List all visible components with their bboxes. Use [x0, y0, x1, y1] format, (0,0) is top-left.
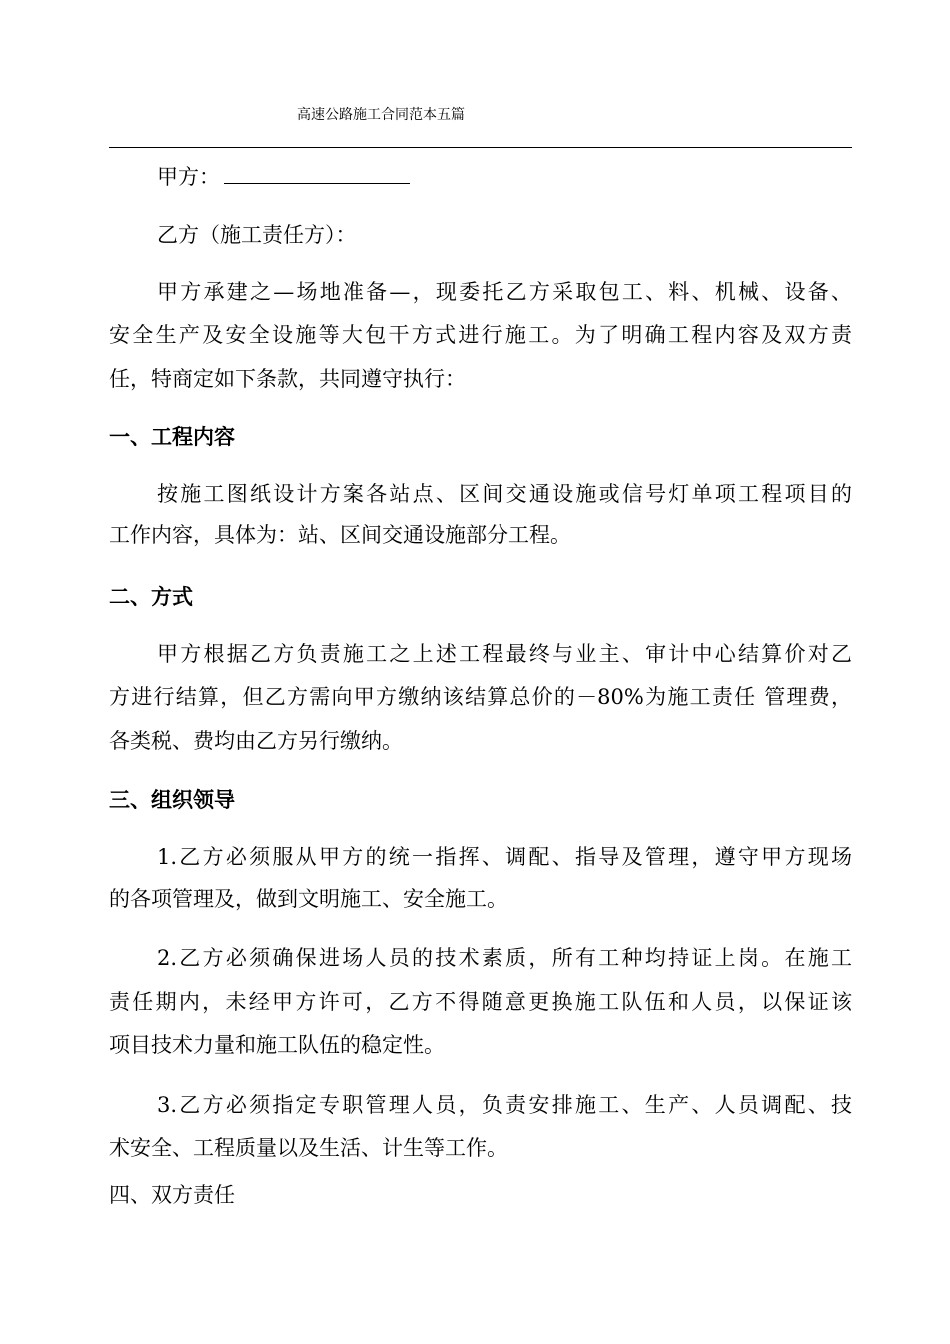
section-3-item-2-line-2: 责任期内，未经甲方许可，乙方不得随意更换施工队伍和人员，以保证该 [109, 990, 852, 1014]
header-divider [109, 147, 852, 148]
section-1-line-2: 工作内容，具体为：站、区间交通设施部分工程。 [109, 523, 571, 547]
section-2-line-3: 各类税、费均由乙方另行缴纳。 [109, 729, 403, 753]
section-4-heading: 四、双方责任 [109, 1183, 235, 1207]
section-2-line-1: 甲方根据乙方负责施工之上述工程最终与业主、审计中心结算价对乙 [157, 642, 852, 666]
section-3-heading: 三、组织领导 [109, 787, 235, 812]
party-b-label: 乙方（施工责任方）： [157, 223, 357, 247]
section-3-item-1-line-1: 1.乙方必须服从甲方的统一指挥、调配、指导及管理，遵守甲方现场 [157, 845, 852, 869]
section-3-item-3-line-1: 3.乙方必须指定专职管理人员，负责安排施工、生产、人员调配、技 [157, 1093, 852, 1117]
section-3-item-2-line-1: 2.乙方必须确保进场人员的技术素质，所有工种均持证上岗。在施工 [157, 946, 852, 970]
section-3-item-1-line-2: 的各项管理及，做到文明施工、安全施工。 [109, 887, 508, 911]
party-a-line [157, 165, 410, 188]
section-1-heading: 一、工程内容 [109, 424, 235, 449]
section-3-item-3-line-2: 术安全、工程质量以及生活、计生等工作。 [109, 1136, 508, 1160]
intro-line-1: 甲方承建之—场地准备—，现委托乙方采取包工、料、机械、设备、 [157, 280, 852, 304]
section-1-line-1: 按施工图纸设计方案各站点、区间交通设施或信号灯单项工程项目的 [157, 482, 852, 506]
section-2-line-2: 方进行结算，但乙方需向甲方缴纳该结算总价的－80%为施工责任 管理费， [109, 685, 852, 709]
intro-line-3: 任，特商定如下条款，共同遵守执行： [109, 367, 466, 391]
intro-line-2: 安全生产及安全设施等大包干方式进行施工。为了明确工程内容及双方责 [109, 323, 852, 347]
party-a-label: 甲方： [157, 165, 220, 189]
party-a-blank-field [224, 165, 410, 184]
section-3-item-2-line-3: 项目技术力量和施工队伍的稳定性。 [109, 1033, 445, 1057]
page-header-title: 高速公路施工合同范本五篇 [297, 107, 465, 123]
section-2-heading: 二、方式 [109, 584, 193, 609]
